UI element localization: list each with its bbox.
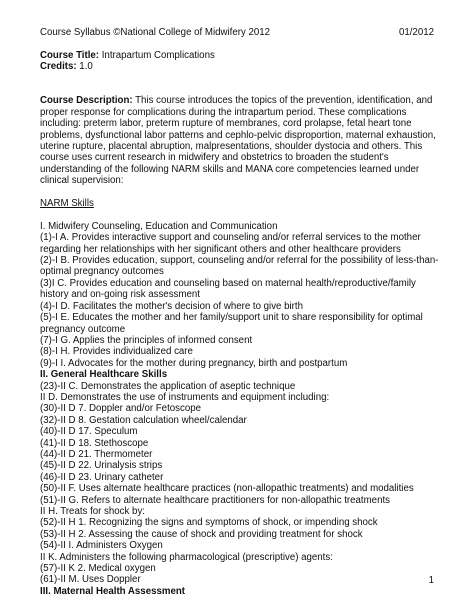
narm-skills-heading: NARM Skills — [40, 198, 94, 210]
skill-line: (23)-II C. Demonstrates the application of aseptic technique — [40, 380, 296, 392]
skill-line: (46)-II D 23. Urinary catheter — [40, 471, 164, 483]
skill-line: (7)-I G. Applies the principles of informed consent — [40, 334, 253, 346]
course-description — [40, 95, 434, 186]
skill-line: I. Midwifery Counseling, Education and Communication — [40, 220, 278, 232]
skill-line: (61)-II M. Uses Doppler — [40, 574, 141, 586]
skill-line: (57)-II K 2. Medical oxygen — [40, 563, 156, 575]
description-label: Course Description: — [40, 95, 133, 107]
description-line: uterine rupture, placental abruption, malpresentations, shoulder dystocia and others. This — [40, 141, 423, 153]
description-line: problems, dysfunctional labor patterns and cephlo-pelvic disproportion, maternal exhaustion, — [40, 129, 436, 141]
credits-line — [40, 61, 434, 72]
skill-line: regarding her relationships with her significant others and other healthcare providers — [40, 243, 401, 255]
skill-line: (4)-I D. Facilitates the mother's decision of where to give birth — [40, 300, 303, 312]
description-first-line: This course introduces the topics of the prevention, identification, and — [132, 95, 433, 107]
skill-line: (1)-I A. Provides interactive support and counseling and/or referral services to the mother — [40, 232, 421, 244]
skill-line: pregnancy outcome — [40, 323, 126, 335]
skill-line: (9)-I I. Advocates for the mother during pregnancy, birth and postpartum — [40, 357, 348, 369]
header-left-text: Course Syllabus ©National College of Midwifery 2012 — [40, 27, 271, 38]
skill-line: II K. Administers the following pharmacological (prescriptive) agents: — [40, 551, 333, 563]
course-title-line — [40, 50, 434, 61]
header-date: 01/2012 — [398, 27, 434, 38]
skill-line: optimal pregnancy outcomes — [40, 266, 164, 278]
skill-line: (53)-II H 2. Assessing the cause of shock and providing treatment for shock — [40, 528, 363, 540]
section-heading: III. Maternal Health Assessment — [40, 585, 186, 597]
skill-line: II H. Treats for shock by: — [40, 506, 145, 517]
skill-line: (41)-II D 18. Stethoscope — [40, 437, 149, 449]
description-line: including: preterm labor, preterm rupture of membranes, cord prolapse, fetal heart tone — [40, 118, 412, 130]
skill-line: (44)-II D 21. Thermometer — [40, 448, 153, 460]
skill-line: (30)-II D 7. Doppler and/or Fetoscope — [40, 403, 201, 415]
skill-line: (8)-I H. Provides individualized care — [40, 346, 193, 358]
skill-line: (40)-II D 17. Speculum — [40, 426, 138, 438]
course-title-value: Intrapartum Complications — [99, 49, 215, 61]
skill-line: (51)-II G. Refers to alternate healthcare practitioners for non-allopathic treatments — [40, 494, 390, 506]
description-line: course uses current research in midwifery and obstetrics to broaden the student's — [40, 152, 389, 164]
skill-line: (2)-I B. Provides education, support, counseling and/or referral for the possibility of less-than- — [40, 255, 439, 267]
page-header — [40, 27, 434, 38]
skill-line: II D. Demonstrates the use of instruments and equipment including: — [40, 391, 330, 403]
skills-list — [40, 220, 439, 597]
skill-line: (45)-II D 22. Urinalysis strips — [40, 460, 163, 472]
skill-line: (5)-I E. Educates the mother and her family/support unit to share responsibility for optimal — [40, 312, 423, 324]
skill-line: (54)-II I. Administers Oxygen — [40, 540, 163, 552]
description-line: proper response for complications during the intrapartum period. These complications — [40, 106, 407, 118]
description-line: understanding of the following NARM skills and MANA core competencies learned under — [40, 163, 420, 175]
skill-line: history and on-going risk assessment — [40, 289, 200, 301]
skill-line: (32)-II D 8. Gestation calculation wheel/calendar — [40, 414, 247, 426]
skill-line: (50)-II F. Uses alternate healthcare practices (non-allopathic treatments) and modalities — [40, 483, 414, 495]
skill-line: (52)-II H 1. Recognizing the signs and symptoms of shock, or impending shock — [40, 517, 378, 529]
page-number: 1 — [428, 575, 434, 586]
skill-line: (3)I C. Provides education and counseling based on maternal health/reproductive/family — [40, 277, 416, 289]
section-heading: II. General Healthcare Skills — [40, 369, 168, 381]
credits-label: Credits: — [40, 61, 77, 73]
credits-value: 1.0 — [76, 61, 93, 73]
description-line: clinical supervision: — [40, 175, 124, 187]
course-title-label: Course Title: — [40, 49, 100, 61]
